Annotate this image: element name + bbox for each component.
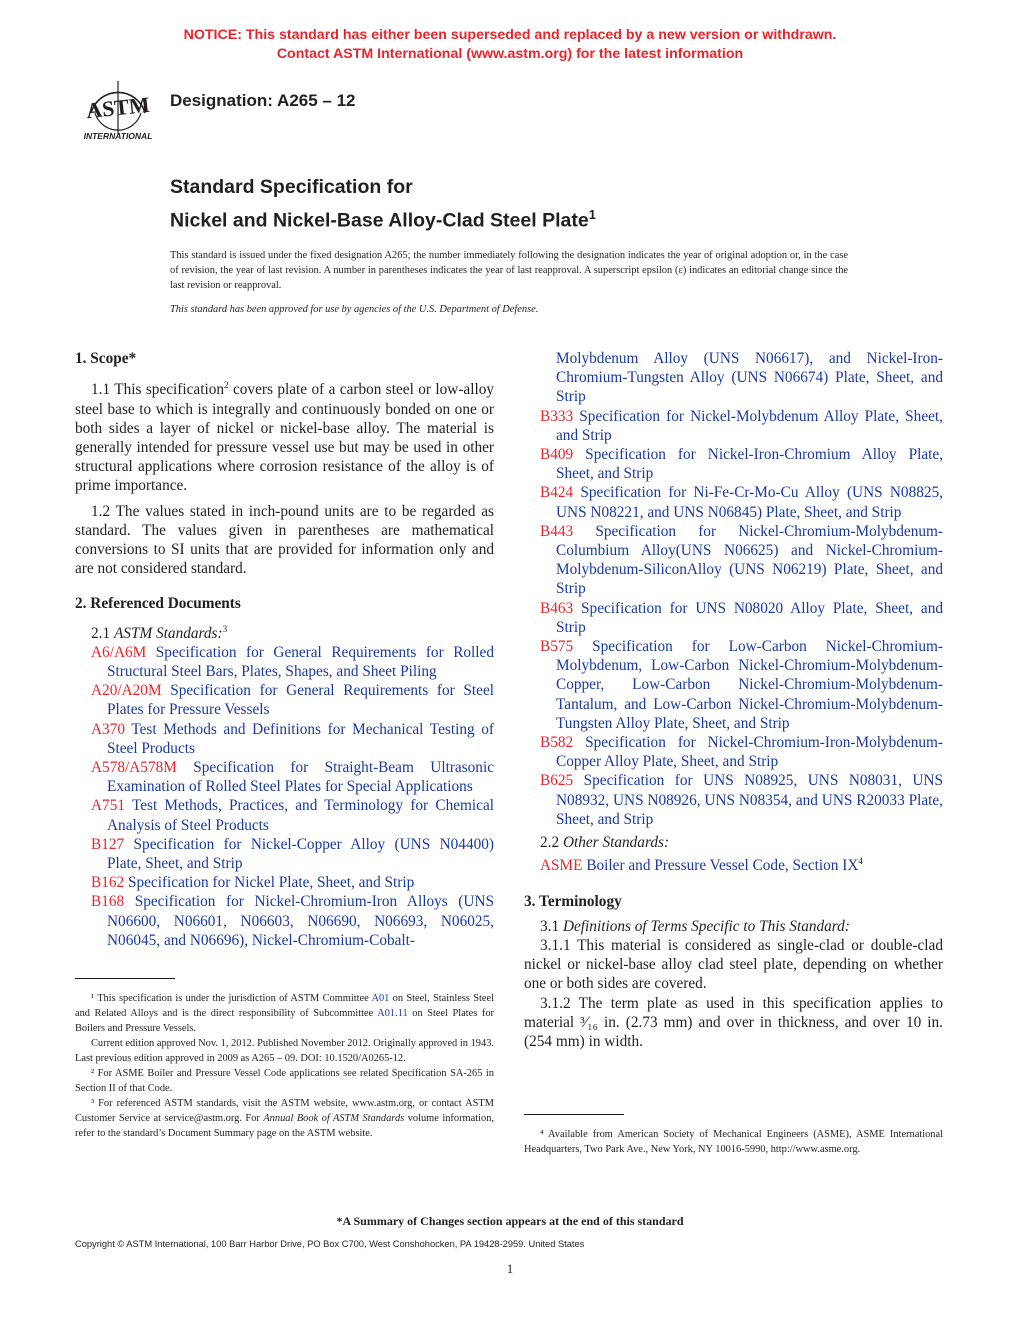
footnote-ref-4[interactable]: 4 bbox=[858, 856, 863, 867]
footnote-4-text: ⁴ Available from American Society of Mechanical Engineers (ASME), ASME International Headquarters, Two Park Ave., New York, NY 10016-5990, http://www.asme.org. bbox=[524, 1129, 943, 1155]
ref-item[interactable] bbox=[524, 733, 943, 771]
footnotes-left bbox=[75, 991, 494, 1141]
logo-text: ASTM bbox=[84, 91, 151, 124]
fn1-c: on Steel Plates for Boilers and Pressure Vessels. bbox=[75, 1008, 494, 1034]
preamble: This standard is issued under the fixed designation A265; the number immediately following the designation indicates the year of original adoption or, in the case of revision, the year of last revision. A number in parentheses indicates the year of last reapproval. A superscript epsilon (ε) indicates an editorial change since the last revision or reapproval. bbox=[170, 250, 848, 291]
terminology-heading: 3. Terminology bbox=[524, 892, 622, 910]
ref-item[interactable] bbox=[524, 483, 943, 521]
def-sub-title: Definitions of Terms Specific to This Standard: bbox=[562, 917, 850, 935]
footnote-3 bbox=[75, 1096, 494, 1141]
summary-of-changes-note: *A Summary of Changes section appears at the end of this standard bbox=[336, 1214, 684, 1228]
right-column bbox=[524, 349, 943, 1051]
footnote-divider-right bbox=[524, 1114, 624, 1115]
b168-continuation-text[interactable]: Molybdenum Alloy (UNS N06617), and Nickel-Iron-Chromium-Tungsten Alloy (UNS N06674) Plate, Sheet, and Strip bbox=[556, 350, 943, 406]
ref-title-link[interactable]: Specification for Straight-Beam Ultrasonic Examination of Rolled Steel Plates for Special Applications bbox=[107, 759, 494, 796]
left-column bbox=[75, 349, 494, 950]
scope-1-1-start: 1.1 This specification bbox=[91, 381, 224, 399]
def-sub-number: 3.1 bbox=[540, 917, 563, 935]
ref-item[interactable] bbox=[524, 599, 943, 637]
ref-item[interactable] bbox=[524, 637, 943, 733]
footnote-2: ² For ASME Boiler and Pressure Vessel Code applications see related Specification SA-265 in Section II of that Code. bbox=[75, 1068, 494, 1094]
other-sub-title: Other Standards: bbox=[562, 834, 670, 852]
ref-code-link[interactable]: B582 bbox=[540, 734, 574, 752]
refdocs-heading: 2. Referenced Documents bbox=[75, 595, 241, 613]
ref-code-link[interactable]: B162 bbox=[91, 874, 125, 892]
ref-item[interactable] bbox=[75, 758, 494, 796]
ref-item[interactable] bbox=[524, 445, 943, 483]
ref-code-link[interactable]: B127 bbox=[91, 835, 125, 853]
notice-line-1: NOTICE: This standard has either been superseded and replaced by a new version or withdrawn. bbox=[183, 27, 837, 43]
ref-item[interactable] bbox=[75, 681, 494, 719]
ref-code-link[interactable]: A751 bbox=[91, 797, 125, 815]
definitions-subheading bbox=[524, 917, 943, 936]
ref-list-right bbox=[524, 407, 943, 829]
ref-item[interactable] bbox=[75, 835, 494, 873]
ref-code-link[interactable]: B424 bbox=[540, 484, 574, 502]
ref-code-link[interactable]: B168 bbox=[91, 893, 125, 911]
ref-title-link[interactable]: Specification for General Requirements for Rolled Structural Steel Bars, Plates, Shapes, and Sheet Piling bbox=[107, 643, 494, 681]
sub-number: 2.1 bbox=[91, 624, 114, 642]
footnote-ref-3[interactable]: 3 bbox=[222, 623, 228, 634]
term-3-1-2: 3.1.2 The term plate as used in this specification applies to material ³⁄₁₆ in. (2.73 mm) and over in thickness, and over 10 in. (254 mm) in width. bbox=[524, 994, 943, 1050]
scope-1-2: 1.2 The values stated in inch-pound units are to be regarded as standard. The values given in parentheses are mathematical conversions to SI units that are provided for information only and are not considered standard. bbox=[75, 502, 494, 578]
ref-title-link[interactable]: Test Methods, Practices, and Terminology for Chemical Analysis of Steel Products bbox=[107, 797, 494, 834]
designation: Designation: A265 – 12 bbox=[170, 91, 356, 110]
fn1-a: ¹ This specification is under the jurisdiction of ASTM Committee bbox=[91, 993, 372, 1004]
ref-code-link[interactable]: B443 bbox=[540, 522, 574, 540]
page-title bbox=[170, 174, 870, 235]
ref-code-link[interactable]: B463 bbox=[540, 599, 574, 617]
notice-line-2: Contact ASTM International (www.astm.org) for the latest information bbox=[276, 46, 744, 62]
ref-list-left bbox=[75, 643, 494, 950]
fn3-italic: Annual Book of ASTM Standards bbox=[263, 1113, 405, 1124]
ref-title-link[interactable]: Specification for UNS N08925, UNS N08031, UNS N08932, UNS N08926, UNS N08354, and UNS R20033 Plate, Sheet, and Strip bbox=[556, 772, 943, 828]
ref-title-link[interactable]: Specification for Nickel-Chromium-Iron Alloys (UNS N06600, N06601, N06603, N06690, N06693, N06025, N06045, and N06696), Nickel-Chromium-Cobalt- bbox=[107, 893, 494, 949]
term-3-1-1: 3.1.1 This material is considered as single-clad or double-clad nickel or nickel-base alloy clad steel plate, depending on whether one or both sides are covered. bbox=[524, 936, 943, 993]
scope-1-1 bbox=[75, 376, 494, 495]
scope-heading: 1. Scope* bbox=[75, 350, 137, 367]
title-line-1: Standard Specification for bbox=[170, 176, 413, 198]
scope-1-1-rest: covers plate of a carbon steel or low-alloy steel base to which is integrally and continuously bonded on one or both sides a layer of nickel or nickel-base alloy. The material is generally intended for pressure vessel use but may be used in other structural applications where corrosion resistance of the alloy is of prime importance. bbox=[75, 381, 495, 495]
ref-code-link[interactable]: B625 bbox=[540, 772, 574, 790]
ref-title-link[interactable]: Specification for Nickel-Iron-Chromium Alloy Plate, Sheet, and Strip bbox=[556, 446, 943, 483]
title-footnote-mark: 1 bbox=[588, 207, 596, 222]
ref-item[interactable] bbox=[75, 720, 494, 758]
ref-code-link[interactable]: A370 bbox=[91, 720, 125, 738]
footnote-ref-2[interactable]: 2 bbox=[224, 380, 229, 391]
ref-title-link[interactable]: Specification for Nickel Plate, Sheet, and Strip bbox=[124, 874, 415, 892]
subcommittee-a01-11-link[interactable]: A01.11 bbox=[377, 1008, 408, 1019]
fn3-b: volume information, refer to the standard’s Document Summary page on the ASTM website. bbox=[75, 1113, 494, 1139]
ref-item[interactable] bbox=[75, 643, 494, 681]
logo-subtext: INTERNATIONAL bbox=[83, 131, 153, 141]
ref-code-link[interactable]: B333 bbox=[540, 407, 574, 425]
other-standards-subheading bbox=[524, 833, 943, 852]
fn1-b: on Steel, Stainless Steel and Related Alloys and is the direct responsibility of Subcommittee bbox=[75, 993, 494, 1019]
committee-a01-link[interactable]: A01 bbox=[371, 993, 390, 1004]
ref-code-link[interactable]: B409 bbox=[540, 446, 574, 464]
asme-ref[interactable] bbox=[524, 852, 943, 875]
astm-standards-subheading bbox=[75, 620, 494, 643]
ref-item[interactable] bbox=[75, 873, 494, 892]
ref-code-link[interactable]: A6/A6M bbox=[91, 643, 147, 661]
ref-title-link[interactable]: Specification for Nickel-Molybdenum Alloy Plate, Sheet, and Strip bbox=[556, 407, 943, 444]
ref-title-link[interactable]: Specification for Ni-Fe-Cr-Mo-Cu Alloy (UNS N08825, UNS N08221, and UNS N06845) Plate, Sheet, and Strip bbox=[556, 484, 943, 521]
footnote-1-edition: Current edition approved Nov. 1, 2012. Published November 2012. Originally approved in 1943. Last previous edition approved in 2009 as A265 – 09. DOI: 10.1520/A0265-12. bbox=[75, 1038, 494, 1064]
ref-item[interactable] bbox=[524, 407, 943, 445]
footnote-divider-left bbox=[75, 978, 175, 979]
ref-title-link[interactable]: Specification for General Requirements for Steel Plates for Pressure Vessels bbox=[107, 682, 494, 719]
title-line-2 bbox=[170, 201, 870, 235]
ref-title-link[interactable]: Specification for Nickel-Chromium-Molybdenum-Columbium Alloy(UNS N06625) and Nickel-Chromium-Molybdenum-SiliconAlloy (UNS N06219) Plate, Sheet, and Strip bbox=[556, 522, 943, 598]
ref-code-link[interactable]: B575 bbox=[540, 638, 574, 656]
ref-title-link[interactable]: Test Methods and Definitions for Mechanical Testing of Steel Products bbox=[107, 720, 494, 757]
page-number: 1 bbox=[506, 1261, 514, 1276]
asme-text[interactable]: Boiler and Pressure Vessel Code, Section IX bbox=[582, 857, 859, 875]
ref-code-link[interactable]: A20/A20M bbox=[91, 682, 162, 700]
withdrawal-notice bbox=[0, 26, 1020, 64]
title-text: Nickel and Nickel-Base Alloy-Clad Steel Plate bbox=[170, 209, 589, 232]
footnote-1 bbox=[75, 991, 494, 1036]
ref-code-link[interactable]: A578/A578M bbox=[91, 759, 177, 777]
b168-continuation[interactable] bbox=[524, 349, 943, 407]
ref-title-link[interactable]: Specification for Nickel-Copper Alloy (UNS N04400) Plate, Sheet, and Strip bbox=[107, 835, 494, 873]
copyright: Copyright © ASTM International, 100 Barr Harbor Drive, PO Box C700, West Conshohocken, PA 19428-2959. United States bbox=[75, 1239, 585, 1249]
ref-item[interactable] bbox=[75, 892, 494, 950]
asme-code[interactable]: ASME bbox=[540, 857, 583, 875]
ref-title-link[interactable]: Specification for Nickel-Chromium-Iron-Molybdenum-Copper Alloy Plate, Sheet, and Strip bbox=[556, 734, 943, 771]
ref-item[interactable] bbox=[75, 796, 494, 834]
ref-item[interactable] bbox=[524, 771, 943, 829]
ref-item[interactable] bbox=[524, 522, 943, 599]
ref-title-link[interactable]: Specification for Low-Carbon Nickel-Chromium-Molybdenum, Low-Carbon Nickel-Chromium-Molybdenum-Copper, Low-Carbon Nickel-Chromium-Molybdenum-Tantalum, and Low-Carbon Nickel-Chromium-Molybdenum-Tungsten Alloy Plate, Sheet, and Strip bbox=[556, 638, 943, 732]
dod-approval-note: This standard has been approved for use by agencies of the U.S. Department of Defense. bbox=[170, 304, 539, 315]
astm-logo bbox=[73, 73, 163, 145]
ref-title-link[interactable]: Specification for UNS N08020 Alloy Plate, Sheet, and Strip bbox=[556, 599, 943, 636]
footnote-4 bbox=[524, 1127, 943, 1157]
other-sub-number: 2.2 bbox=[540, 834, 563, 852]
sub-title: ASTM Standards: bbox=[113, 624, 223, 642]
fn3-a: ³ For referenced ASTM standards, visit the ASTM website, www.astm.org, or contact ASTM Customer Service at service@astm.org. For bbox=[75, 1098, 494, 1124]
